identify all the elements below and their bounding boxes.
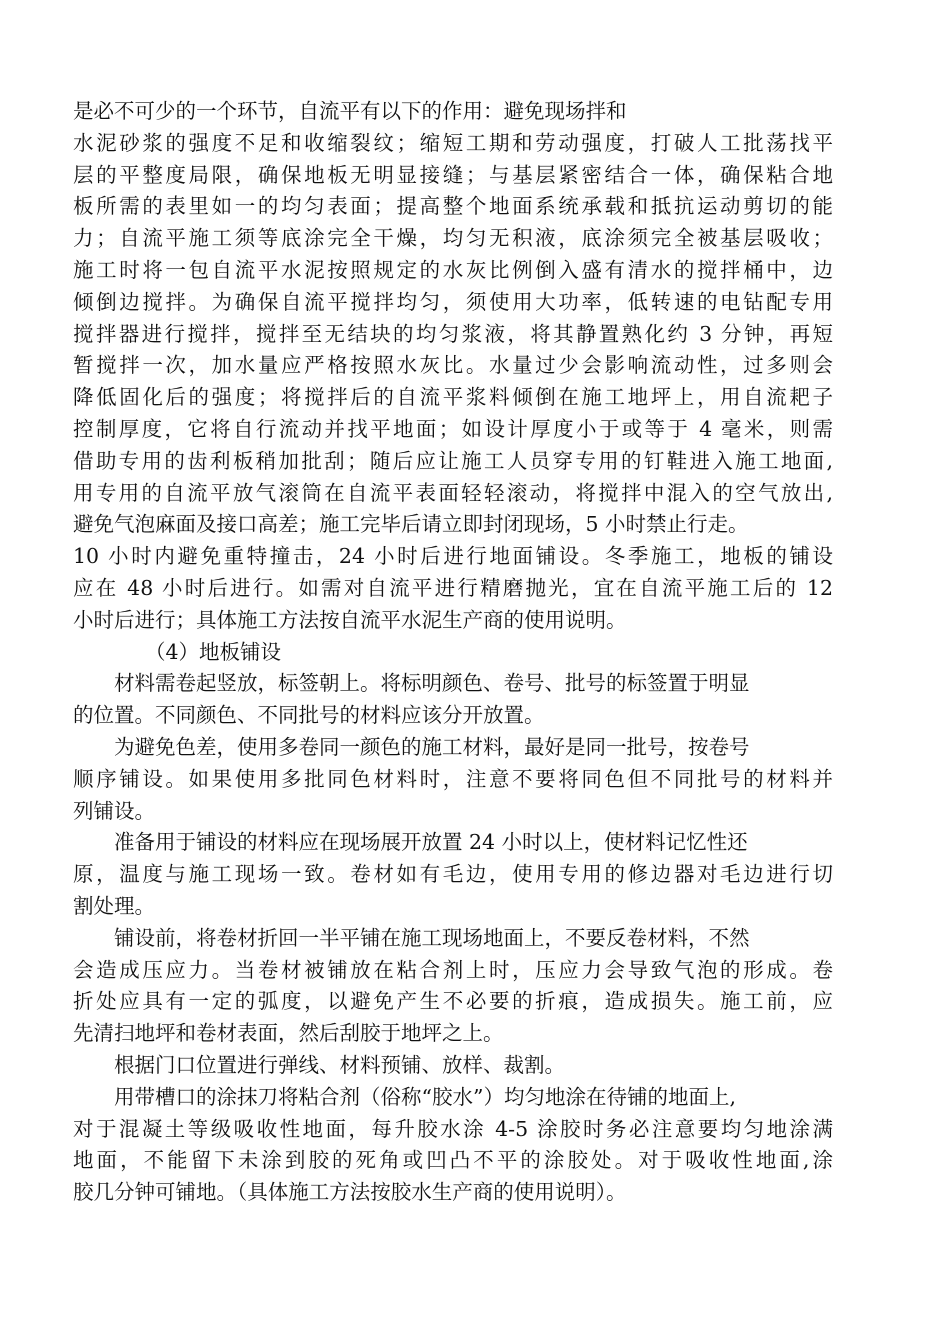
- text-line-27: 铺设前，将卷材折回一半平铺在施工现场地面上，不要反卷材料，不然: [114, 925, 750, 950]
- text-line-7: 倾倒边搅拌。为确保自流平搅拌均匀，须使用大功率，低转速的电钻配专用: [73, 289, 833, 314]
- text-line-6: 施工时将一包自流平水泥按照规定的水灰比例倒入盛有清水的搅拌桶中，边: [73, 257, 833, 282]
- text-line-15: 10 小时内避免重特撞击，24 小时后进行地面铺设。冬季施工，地板的铺设: [73, 544, 833, 569]
- text-line-20: 的位置。不同颜色、不同批号的材料应该分开放置。: [73, 703, 545, 728]
- text-line-22: 顺序铺设。如果使用多批同色材料时，注意不要将同色但不同批号的材料并: [73, 766, 833, 791]
- text-line-9: 暂搅拌一次，加水量应严格按照水灰比。水量过少会影响流动性，过多则会: [73, 353, 833, 378]
- text-line-30: 先清扫地坪和卷材表面，然后刮胶于地坪之上。: [73, 1021, 504, 1046]
- text-line-26: 割处理。: [73, 893, 155, 918]
- text-line-12: 借助专用的齿利板稍加批刮；随后应让施工人员穿专用的钉鞋进入施工地面,: [73, 448, 833, 473]
- text-line-10: 降低固化后的强度；将搅拌后的自流平浆料倾倒在施工地坪上，用自流耙子: [73, 385, 833, 410]
- text-line-13: 用专用的自流平放气滚筒在自流平表面轻轻滚动，将搅拌中混入的空气放出,: [73, 480, 833, 505]
- text-line-2: 水泥砂浆的强度不足和收缩裂纹；缩短工期和劳动强度，打破人工批荡找平: [73, 130, 833, 155]
- text-line-1: 是必不可少的一个环节，自流平有以下的作用：避免现场拌和: [73, 99, 627, 123]
- text-line-17: 小时后进行；具体施工方法按自流平水泥生产商的使用说明。: [73, 607, 627, 632]
- text-line-35: 胶几分钟可铺地。（具体施工方法按胶水生产商的使用说明）。: [73, 1180, 627, 1205]
- section-heading: （4）地板铺设: [145, 639, 282, 664]
- text-line-21: 为避免色差，使用多卷同一颜色的施工材料，最好是同一批号，按卷号: [114, 734, 750, 759]
- text-line-19: 材料需卷起竖放，标签朝上。将标明颜色、卷号、批号的标签置于明显: [114, 671, 750, 696]
- text-line-5: 力；自流平施工须等底涂完全干燥，均匀无积液，底涂须完全被基层吸收；: [73, 226, 833, 251]
- text-line-11: 控制厚度，它将自行流动并找平地面；如设计厚度小于或等于 4 毫米，则需: [73, 416, 833, 441]
- document-body: [73, 96, 833, 1209]
- text-line-32: 用带槽口的涂抹刀将粘合剂（俗称“胶水”）均匀地涂在待铺的地面上,: [114, 1084, 736, 1109]
- text-line-33: 对于混凝土等级吸收性地面，每升胶水涂 4-5 涂胶时务必注意要均匀地涂满: [73, 1116, 833, 1141]
- text-line-3: 层的平整度局限，确保地板无明显接缝；与基层紧密结合一体，确保粘合地: [73, 162, 833, 187]
- text-line-23: 列铺设。: [73, 798, 155, 823]
- text-line-8: 搅拌器进行搅拌，搅拌至无结块的均匀浆液，将其静置熟化约 3 分钟，再短: [73, 321, 833, 346]
- text-line-34: 地面，不能留下未涂到胶的死角或凹凸不平的涂胶处。对于吸收性地面,涂: [73, 1148, 833, 1173]
- text-line-28: 会造成压应力。当卷材被铺放在粘合剂上时，压应力会导致气泡的形成。卷: [73, 957, 833, 982]
- text-line-24: 准备用于铺设的材料应在现场展开放置 24 小时以上，使材料记忆性还: [114, 830, 748, 855]
- text-line-16: 应在 48 小时后进行。如需对自流平进行精磨抛光，宜在自流平施工后的 12: [73, 575, 833, 600]
- text-line-14: 避免气泡麻面及接口高差；施工完毕后请立即封闭现场，5 小时禁止行走。: [73, 512, 749, 537]
- text-line-4: 板所需的表里如一的均匀表面；提高整个地面系统承载和抵抗运动剪切的能: [73, 194, 833, 219]
- text-line-31: 根据门口位置进行弹线、材料预铺、放样、裁割。: [114, 1052, 565, 1077]
- text-line-25: 原，温度与施工现场一致。卷材如有毛边，使用专用的修边器对毛边进行切: [73, 862, 833, 887]
- text-line-29: 折处应具有一定的弧度，以避免产生不必要的折痕，造成损失。施工前，应: [73, 989, 833, 1014]
